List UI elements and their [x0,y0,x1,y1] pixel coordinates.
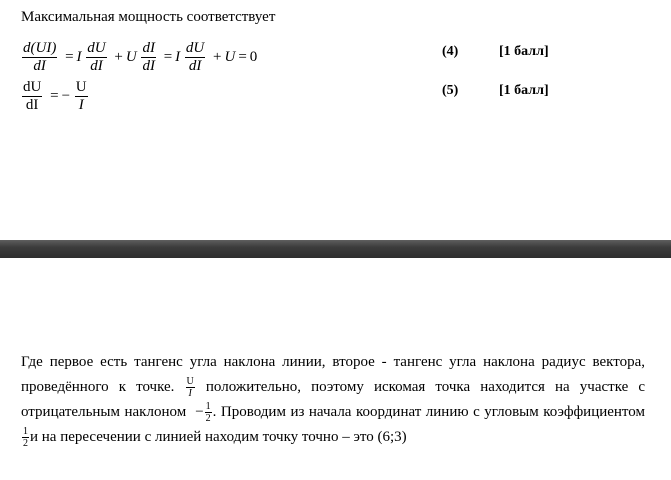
variable-i: I [175,48,181,65]
fraction-denominator: dI [90,58,103,74]
paragraph-text-1: Где первое есть тангенс угла наклона линии, второе - тангенс угла наклона радиус вектора, проведённого к точке. [21,354,645,395]
fraction-denominator: dI [188,58,202,74]
fraction-numerator: dU [185,40,205,56]
points-label-5: [1 балл] [499,83,549,98]
fraction-denominator: I [188,387,192,399]
fraction-numerator: d(UI) [23,40,57,56]
minus-sign: − [61,87,71,104]
fraction-di-di [141,41,156,74]
fraction-denominator: 2 [23,437,28,449]
page-bottom [0,258,671,480]
fraction-denominator: dI [142,58,155,74]
fraction-du-di [185,41,205,74]
minus-sign: − [195,404,204,420]
heading-text: Максимальная мощность соответствует [21,9,276,25]
equals-sign: = [163,48,173,65]
fraction-one-half [22,427,29,449]
variable-i: I [76,48,82,65]
fraction-du-di [22,80,42,113]
fraction-numerator: 1 [205,400,211,412]
paragraph-text-3: . Проводим из начала координат линию с угловым коэффициентом [212,404,645,420]
fraction-numerator: dI [142,40,155,56]
equation-number-5: (5) [442,83,459,98]
fraction-numerator: dU [87,40,106,56]
fraction-denominator: I [78,97,84,113]
equation-number-4: (4) [442,44,459,59]
plus-sign: + [114,48,123,65]
fraction-u-i [186,377,195,399]
explanation-paragraph [21,350,645,450]
equals-sign: = [50,87,59,104]
fraction-denominator: dI [25,97,39,113]
page-separator [0,240,671,258]
fraction-denominator: 2 [205,412,211,424]
paragraph-text-2: положительно, поэтому искомая точка находится на участке с отрицательным наклоном [21,379,646,420]
fraction-one-half [205,402,212,424]
fraction-u-i [75,80,88,113]
fraction-lhs [22,41,57,74]
points-label-4: [1 балл] [499,44,549,59]
variable-u: U [224,48,236,65]
fraction-numerator: 1 [23,425,28,437]
equals-sign: = [238,48,247,65]
fraction-numerator: U [75,79,87,95]
equation-5 [21,80,89,113]
fraction-denominator: dI [33,58,46,74]
fraction-numerator: U [186,375,194,387]
paragraph-text-4: и на пересечении с линией находим точку точно – это (6;3) [30,429,407,445]
variable-u: U [125,48,137,65]
equals-sign: = [65,48,74,65]
plus-sign: + [213,48,222,65]
equation-4 [21,41,257,74]
fraction-du-di [86,41,106,74]
zero-value: 0 [249,48,258,65]
fraction-numerator: dU [23,79,42,95]
